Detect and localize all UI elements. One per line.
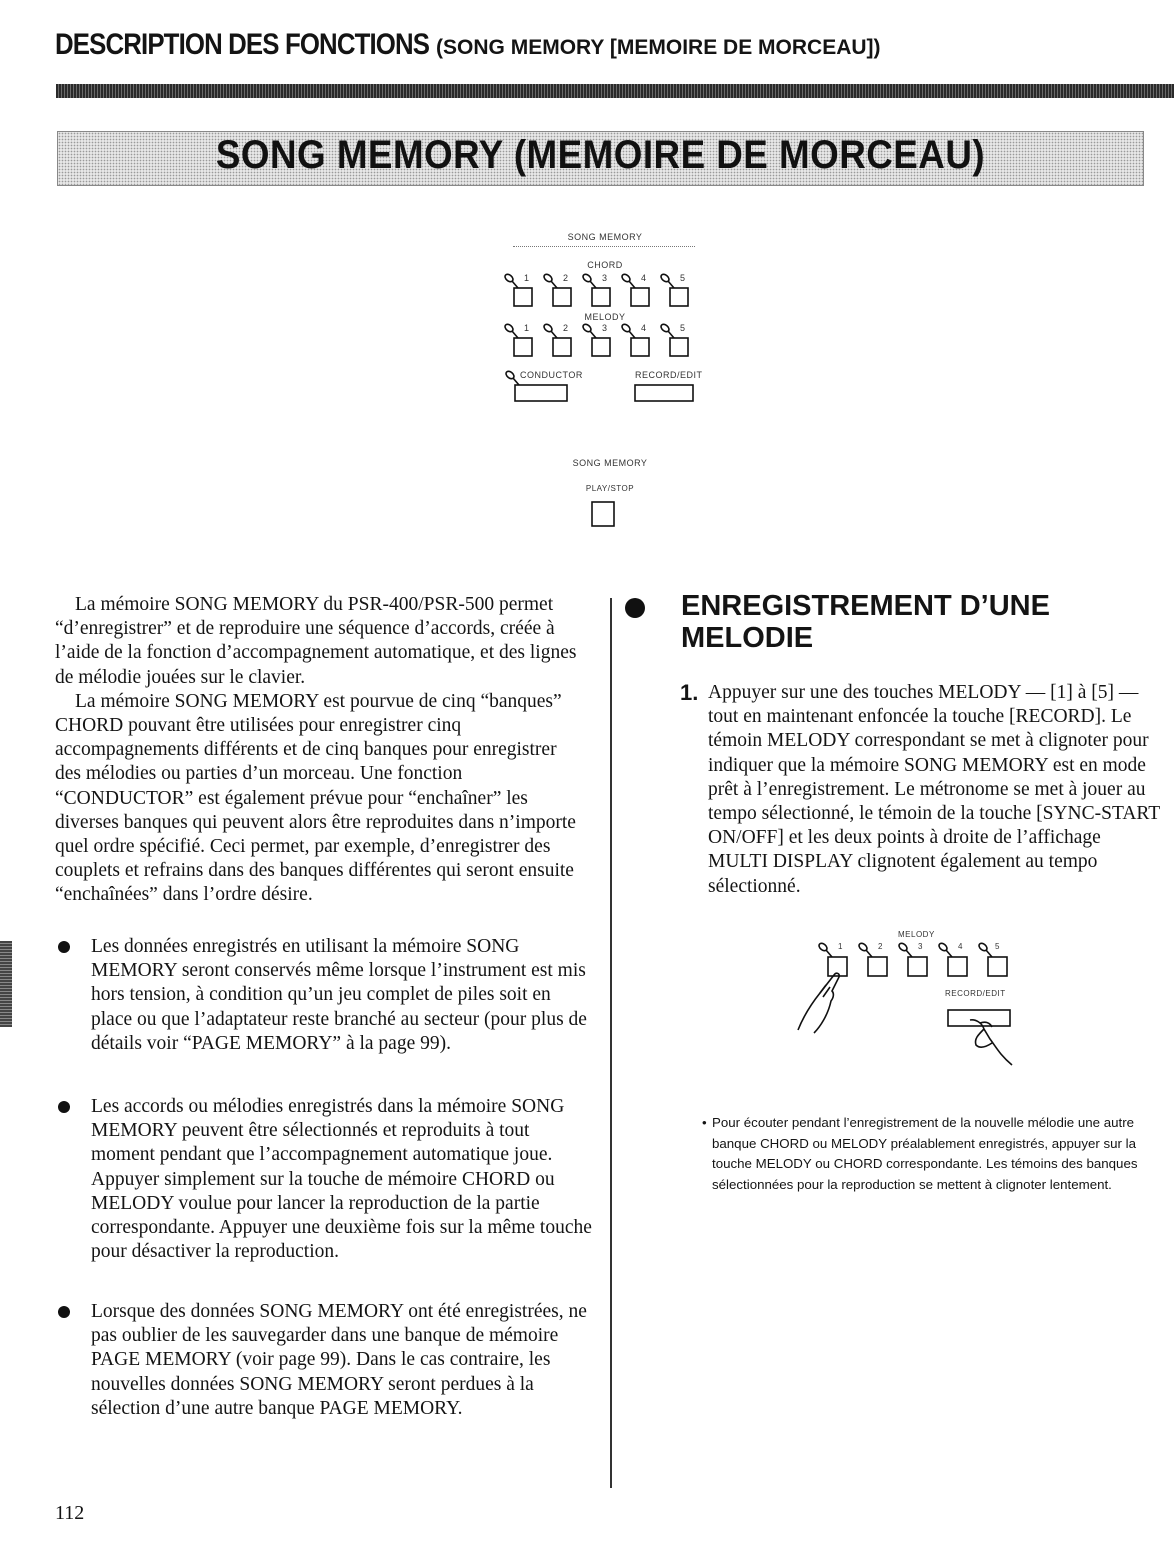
chord-number-3: 3	[602, 273, 608, 283]
melody-number-5: 5	[680, 323, 686, 333]
melody-led-1-icon	[504, 323, 518, 338]
header-main-title: DESCRIPTION DES FONCTIONS	[55, 28, 430, 61]
bullet-item-2	[55, 1095, 595, 1264]
bullet-text-3: Lorsque des données SONG MEMORY ont été enregistrées, ne pas oublier de les sauvegarder dans une banque de mémoire PAGE MEMORY (voir page 99). Dans le cas contraire, les nouvelles données SONG MEMORY seront perdues à la sélection d’une autre banque PAGE MEMORY.	[91, 1301, 587, 1419]
note-text: Pour écouter pendant l’enregistrement de la nouvelle mélodie une autre banque CHORD ou MELODY préalablement enregistrés, appuyer sur la touche MELODY ou CHORD correspondante. Les témoins des banques sélectionnées pour la reproduction se mettent à clignoter lentement.	[712, 1115, 1138, 1192]
conductor-button[interactable]	[515, 385, 567, 401]
record-edit-button[interactable]	[635, 385, 693, 401]
header-subtitle: (SONG MEMORY [MEMOIRE DE MORCEAU])	[436, 36, 881, 59]
melody-led-3-icon	[582, 323, 596, 338]
bullet-list-item	[55, 935, 595, 1056]
step-1	[680, 681, 1160, 899]
melody-button-2[interactable]	[553, 338, 571, 356]
figure-number-2: 2	[878, 942, 883, 951]
conductor-record-buttons	[490, 368, 720, 408]
figure-record-label: RECORD/EDIT	[945, 989, 1006, 998]
step-number: 1.	[680, 680, 699, 705]
melody-button-1[interactable]	[514, 338, 532, 356]
melody-number-3: 3	[602, 323, 608, 333]
chord-led-5-icon	[660, 273, 674, 288]
record-label: RECORD/EDIT	[635, 370, 703, 380]
chord-button-1[interactable]	[514, 288, 532, 306]
panel-title-2: SONG MEMORY	[572, 458, 648, 468]
melody-led-5-icon	[660, 323, 674, 338]
panel-title-rule	[513, 246, 695, 247]
banner-title: SONG MEMORY (MEMOIRE DE MORCEAU)	[215, 133, 986, 177]
page-number: 112	[55, 1502, 85, 1524]
chord-button-4[interactable]	[631, 288, 649, 306]
note-bullet: •	[702, 1115, 707, 1130]
header-rule	[56, 84, 1174, 98]
figure-number-3: 3	[918, 942, 923, 951]
figure-number-4: 4	[958, 942, 963, 951]
column-divider	[610, 598, 612, 1488]
melody-number-4: 4	[641, 323, 647, 333]
chord-number-5: 5	[680, 273, 686, 283]
melody-button-3[interactable]	[592, 338, 610, 356]
bullet-list-item	[55, 1095, 595, 1264]
chord-number-2: 2	[563, 273, 569, 283]
melody-buttons	[490, 320, 720, 370]
bullet-text-1: Les données enregistrés en utilisant la mémoire SONG MEMORY seront conservés même lorsque l’instrument est mis hors tension, à condition qu’un jeu complet de piles soit en place ou que l’adaptateur reste branché au secteur (pour plus de détails voir “PAGE MEMORY” à la page 99).	[91, 936, 587, 1054]
chord-led-1-icon	[504, 273, 518, 288]
page-header	[55, 28, 1105, 62]
note	[702, 1113, 1162, 1195]
bullet-dot-icon	[58, 941, 70, 953]
melody-record-figure	[790, 925, 1050, 1075]
bullet-list-item	[55, 1300, 595, 1421]
melody-led-2-icon	[543, 323, 557, 338]
bullet-dot-icon	[58, 1101, 70, 1113]
melody-button-5[interactable]	[670, 338, 688, 356]
play-stop-button[interactable]	[592, 502, 614, 526]
intro-paragraph-2: La mémoire SONG MEMORY est pourvue de cinq “banques” CHORD pouvant être utilisées pour enregistrer cinq accompagnements différents et de cinq banques pour enregistrer des mélodies ou parties d’un morceau. Une fonction “CONDUCTOR” est également prévue pour “enchaîner” les diverses banques qui peuvent alors être reproduites dans n’importe quel ordre spécifié. Ceci permet, par exemple, d’enregistrer des couplets et refrains dans des banques différentes qui seront ensuite “enchaînées” dans l’ordre désire.	[55, 690, 576, 906]
section-heading-text: ENREGISTREMENT D’UNE MELODIE	[681, 590, 1050, 654]
chord-label: CHORD	[587, 260, 623, 270]
left-hand-icon	[798, 973, 839, 1033]
play-stop-button-graphic	[590, 500, 630, 530]
section-banner	[57, 131, 1144, 186]
bullet-dot-icon	[58, 1306, 70, 1318]
panel-title: SONG MEMORY	[567, 232, 643, 242]
chord-led-4-icon	[621, 273, 635, 288]
figure-number-1: 1	[838, 942, 843, 951]
chord-number-1: 1	[524, 273, 530, 283]
figure-graphic	[790, 935, 1050, 1075]
side-tab-marker	[0, 941, 12, 1027]
figure-melody-button-2[interactable]	[868, 957, 887, 976]
bullet-text-2: Les accords ou mélodies enregistrés dans la mémoire SONG MEMORY peuvent être sélectionnés et reproduits à tout moment pendant que l’accompagnement automatique joue. Appuyer simplement sur la touche de mémoire CHORD ou MELODY voulue pour lancer la reproduction de la partie correspondante. Appuyer une deuxième fois sur la même touche pour désactiver la reproduction.	[91, 1096, 592, 1263]
bullet-item-3	[55, 1300, 595, 1421]
bullet-item-1	[55, 935, 595, 1056]
conductor-label: CONDUCTOR	[520, 370, 583, 380]
step-text: Appuyer sur une des touches MELODY — [1] à [5] — tout en maintenant enfoncée la touche [RECORD]. Le témoin MELODY correspondant se met à clignoter pour indiquer que la mémoire SONG MEMORY est en mode prêt à l’enregistrement. Le métronome se met à jouer au tempo sélectionné, le témoin de la touche [SYNC-START ON/OFF] et les deux points à droite de l’affichage MULTI DISPLAY clignotent également au tempo sélectionné.	[708, 682, 1160, 897]
chord-led-3-icon	[582, 273, 596, 288]
melody-number-2: 2	[563, 323, 569, 333]
figure-melody-button-3[interactable]	[908, 957, 927, 976]
panel-diagram	[490, 222, 730, 512]
heading-bullet-icon	[625, 598, 645, 618]
chord-button-3[interactable]	[592, 288, 610, 306]
play-stop-label: PLAY/STOP	[585, 484, 635, 493]
melody-button-4[interactable]	[631, 338, 649, 356]
intro-paragraph-1: La mémoire SONG MEMORY du PSR-400/PSR-500 permet “d’enregistrer” et de reproduire une séquence d’accords, créée à l’aide de la fonction d’accompagnement automatique, et des lignes de mélodie jouées sur le clavier.	[55, 594, 577, 688]
chord-number-4: 4	[641, 273, 647, 283]
chord-button-5[interactable]	[670, 288, 688, 306]
conductor-led-icon	[505, 370, 519, 385]
section-heading	[625, 590, 1145, 654]
figure-record-button[interactable]	[948, 1010, 1010, 1026]
figure-melody-button-4[interactable]	[948, 957, 967, 976]
intro-text	[55, 593, 585, 908]
figure-number-5: 5	[995, 942, 1000, 951]
figure-melody-label: MELODY	[898, 930, 935, 939]
figure-melody-button-5[interactable]	[988, 957, 1007, 976]
chord-button-2[interactable]	[553, 288, 571, 306]
melody-label: MELODY	[584, 312, 626, 322]
melody-number-1: 1	[524, 323, 530, 333]
melody-led-4-icon	[621, 323, 635, 338]
chord-led-2-icon	[543, 273, 557, 288]
